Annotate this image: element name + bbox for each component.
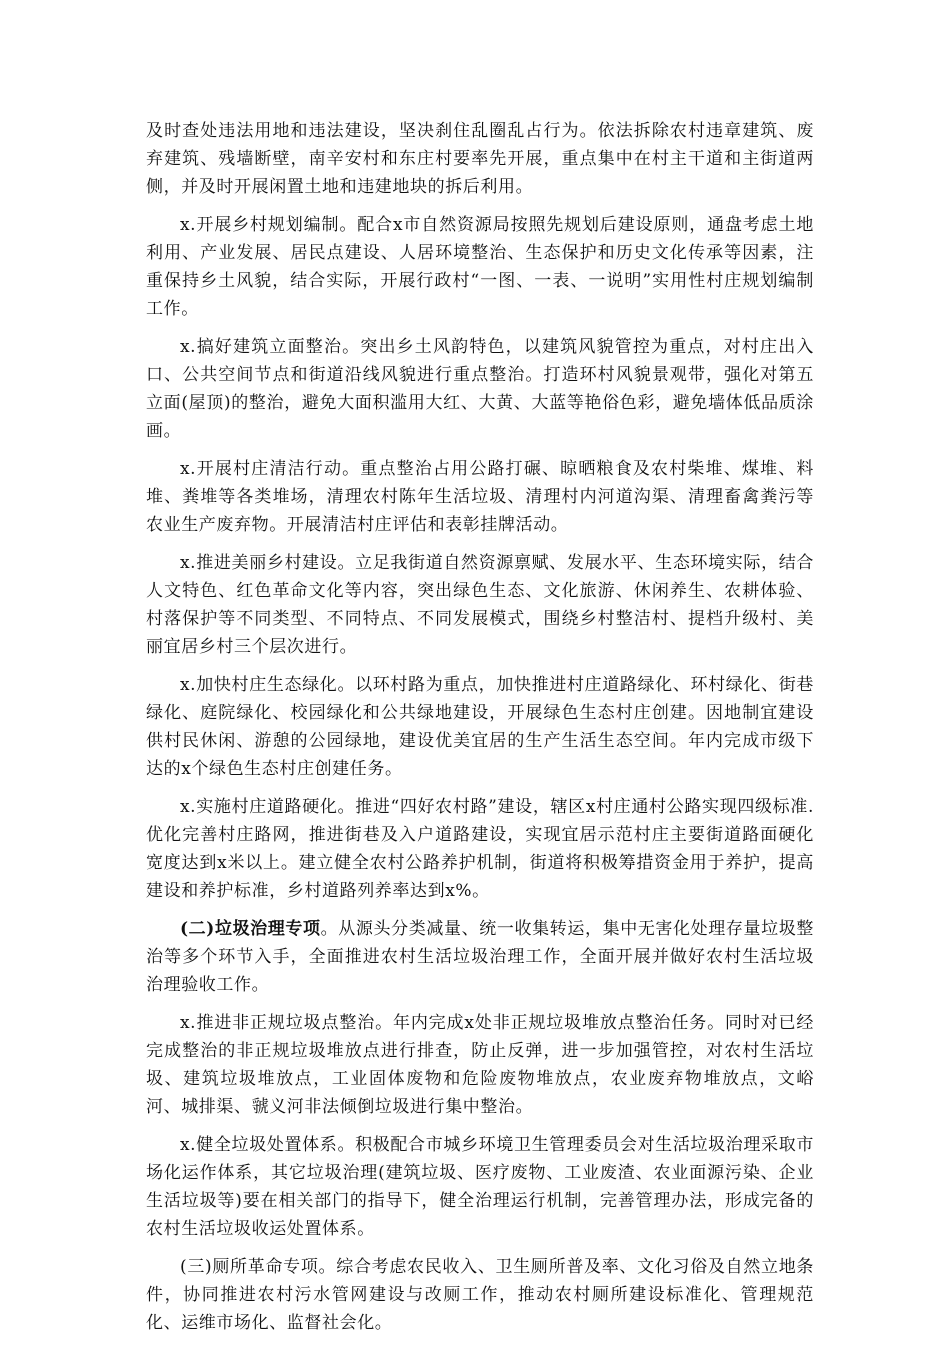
paragraph-10-text: x.健全垃圾处置体系。积极配合市城乡环境卫生管理委员会对生活垃圾治理采取市场化运作体系，其它垃圾治理(建筑垃圾、医疗废物、工业废渣、农业面源污染、企业生活垃圾等)要在相关部门的指导下，健全治理运行机制，完善管理办法，形成完备的农村生活垃圾收运处置体系。 <box>146 1135 814 1239</box>
paragraph-5 <box>146 549 814 661</box>
paragraph-2-text: x.开展乡村规划编制。配合x市自然资源局按照先规划后建设原则，通盘考虑土地利用、产业发展、居民点建设、人居环境整治、生态保护和历史文化传承等因素，注重保持乡土风貌，结合实际，开展行政村“一图、一表、一说明”实用性村庄规划编制工作。 <box>146 215 814 319</box>
paragraph-5-text: x.推进美丽乡村建设。立足我街道自然资源禀赋、发展水平、生态环境实际，结合人文特色、红色革命文化等内容，突出绿色生态、文化旅游、休闲养生、农耕体验、村落保护等不同类型、不同特点、不同发展模式，围绕乡村整洁村、提档升级村、美丽宜居乡村三个层次进行。 <box>146 553 814 657</box>
paragraph-1 <box>146 117 814 201</box>
paragraph-9 <box>146 1009 814 1121</box>
paragraph-1-text: 及时查处违法用地和违法建设，坚决刹住乱圈乱占行为。依法拆除农村违章建筑、废弃建筑、残墙断壁，南辛安村和东庄村要率先开展，重点集中在村主干道和主街道两侧，并及时开展闲置土地和违建地块的拆后利用。 <box>146 121 814 197</box>
paragraph-8-text: 。从源头分类减量、统一收集转运，集中无害化处理存量垃圾整治等多个环节入手，全面推进农村生活垃圾治理工作，全面开展并做好农村生活垃圾治理验收工作。 <box>146 919 814 995</box>
paragraph-10 <box>146 1131 814 1243</box>
paragraph-6 <box>146 671 814 783</box>
paragraph-4-text: x.开展村庄清洁行动。重点整治占用公路打碾、晾晒粮食及农村柴堆、煤堆、料堆、粪堆等各类堆场，清理农村陈年生活垃圾、清理村内河道沟渠、清理畜禽粪污等农业生产废弃物。开展清洁村庄评估和表彰挂牌活动。 <box>146 459 814 535</box>
document-body <box>146 117 814 1347</box>
paragraph-8 <box>146 915 814 999</box>
paragraph-7-text: x.实施村庄道路硬化。推进“四好农村路”建设，辖区x村庄通村公路实现四级标准.优化完善村庄路网，推进街巷及入户道路建设，实现宜居示范村庄主要街道路面硬化宽度达到x米以上。建立健全农村公路养护机制，街道将积极筹措资金用于养护，提高建设和养护标准，乡村道路列养率达到x%。 <box>146 797 814 901</box>
paragraph-6-text: x.加快村庄生态绿化。以环村路为重点，加快推进村庄道路绿化、环村绿化、街巷绿化、庭院绿化、校园绿化和公共绿地建设，开展绿色生态村庄创建。因地制宜建设供村民休闲、游憩的公园绿地，建设优美宜居的生产生活生态空间。年内完成市级下达的x个绿色生态村庄创建任务。 <box>146 675 814 779</box>
paragraph-2 <box>146 211 814 323</box>
paragraph-11 <box>146 1253 814 1337</box>
paragraph-4 <box>146 455 814 539</box>
paragraph-9-text: x.推进非正规垃圾点整治。年内完成x处非正规垃圾堆放点整治任务。同时对已经完成整治的非正规垃圾堆放点进行排查，防止反弹，进一步加强管控，对农村生活垃圾、建筑垃圾堆放点，工业固体废物和危险废物堆放点，农业废弃物堆放点，文峪河、城排渠、虢义河非法倾倒垃圾进行集中整治。 <box>146 1013 814 1117</box>
section-heading-garbage: (二)垃圾治理专项 <box>180 919 321 939</box>
paragraph-3 <box>146 333 814 445</box>
paragraph-3-text: x.搞好建筑立面整治。突出乡土风韵特色，以建筑风貌管控为重点，对村庄出入口、公共空间节点和街道沿线风貌进行重点整治。打造环村风貌景观带，强化对第五立面(屋顶)的整治，避免大面积滥用大红、大黄、大蓝等艳俗色彩，避免墙体低品质涂画。 <box>146 337 814 441</box>
paragraph-7 <box>146 793 814 905</box>
paragraph-11-text: (三)厕所革命专项。综合考虑农民收入、卫生厕所普及率、文化习俗及自然立地条件，协同推进农村污水管网建设与改厕工作，推动农村厕所建设标准化、管理规范化、运维市场化、监督社会化。 <box>146 1257 814 1333</box>
